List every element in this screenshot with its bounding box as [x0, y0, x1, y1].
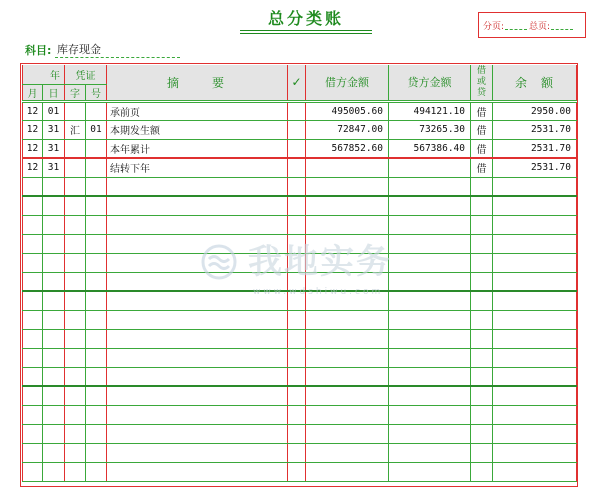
- voucher-no-cell: [86, 367, 107, 386]
- ledger-header: [23, 65, 577, 101]
- credit-amount-cell: [389, 272, 471, 291]
- debit-or-credit-cell: [471, 215, 493, 234]
- credit-amount-cell: [389, 443, 471, 462]
- debit-amount-cell: 72847.00: [306, 120, 389, 139]
- credit-amount-cell: [389, 215, 471, 234]
- summary-cell: [107, 367, 288, 386]
- balance-cell: [493, 253, 577, 272]
- credit-amount-header: 贷方金额: [389, 65, 471, 101]
- debit-or-credit-cell: [471, 348, 493, 367]
- day-cell: [43, 253, 65, 272]
- ledger-entry-row: [23, 101, 577, 120]
- month-cell: [23, 291, 43, 310]
- voucher-no-cell: [86, 291, 107, 310]
- check-cell: [288, 310, 306, 329]
- check-cell: [288, 272, 306, 291]
- month-cell: 12: [23, 101, 43, 120]
- voucher-no-cell: [86, 234, 107, 253]
- voucher-no-cell: [86, 139, 107, 158]
- voucher-type-header: 字: [65, 84, 86, 101]
- check-cell: [288, 291, 306, 310]
- month-cell: [23, 348, 43, 367]
- voucher-type-cell: [65, 215, 86, 234]
- month-cell: [23, 215, 43, 234]
- ledger-blank-row: [23, 348, 577, 367]
- day-cell: 31: [43, 120, 65, 139]
- voucher-no-cell: [86, 310, 107, 329]
- day-cell: [43, 196, 65, 215]
- credit-amount-cell: [389, 462, 471, 481]
- balance-cell: [493, 348, 577, 367]
- debit-or-credit-label: 借或贷: [476, 65, 486, 98]
- credit-amount-cell: 73265.30: [389, 120, 471, 139]
- month-cell: [23, 234, 43, 253]
- voucher-type-cell: [65, 310, 86, 329]
- debit-amount-cell: [306, 348, 389, 367]
- day-cell: [43, 462, 65, 481]
- month-header: 月: [23, 84, 43, 101]
- ledger-blank-row: [23, 310, 577, 329]
- month-cell: 12: [23, 158, 43, 177]
- summary-cell: [107, 405, 288, 424]
- check-cell: [288, 177, 306, 196]
- credit-amount-cell: [389, 291, 471, 310]
- voucher-type-cell: [65, 139, 86, 158]
- credit-amount-cell: [389, 177, 471, 196]
- voucher-type-cell: [65, 177, 86, 196]
- credit-amount-cell: [389, 329, 471, 348]
- debit-amount-cell: [306, 424, 389, 443]
- day-cell: [43, 177, 65, 196]
- voucher-no-cell: [86, 101, 107, 120]
- balance-cell: 2531.70: [493, 139, 577, 158]
- debit-amount-cell: [306, 462, 389, 481]
- voucher-type-cell: [65, 405, 86, 424]
- title-double-underline: [240, 30, 372, 34]
- credit-amount-cell: 567386.40: [389, 139, 471, 158]
- debit-or-credit-cell: [471, 405, 493, 424]
- month-cell: 12: [23, 120, 43, 139]
- month-cell: [23, 253, 43, 272]
- ledger-blank-row: [23, 386, 577, 405]
- check-cell: [288, 329, 306, 348]
- debit-or-credit-cell: [471, 177, 493, 196]
- debit-or-credit-cell: [471, 329, 493, 348]
- month-cell: [23, 367, 43, 386]
- voucher-type-cell: [65, 386, 86, 405]
- page-number-blank: [505, 20, 527, 30]
- credit-amount-cell: [389, 234, 471, 253]
- check-cell: [288, 196, 306, 215]
- check-cell: [288, 253, 306, 272]
- day-cell: [43, 386, 65, 405]
- summary-cell: [107, 291, 288, 310]
- summary-cell: [107, 329, 288, 348]
- debit-or-credit-cell: [471, 272, 493, 291]
- debit-or-credit-cell: [471, 196, 493, 215]
- debit-amount-cell: [306, 329, 389, 348]
- summary-cell: [107, 177, 288, 196]
- debit-amount-cell: [306, 272, 389, 291]
- check-mark-icon: ✓: [288, 65, 306, 101]
- balance-cell: [493, 177, 577, 196]
- debit-amount-cell: [306, 443, 389, 462]
- voucher-no-cell: [86, 215, 107, 234]
- balance-cell: 2531.70: [493, 158, 577, 177]
- summary-cell: [107, 253, 288, 272]
- debit-or-credit-cell: [471, 291, 493, 310]
- watermark-url: www.wdshiwu.com: [253, 287, 384, 297]
- debit-or-credit-cell: 借: [471, 139, 493, 158]
- debit-amount-cell: [306, 310, 389, 329]
- check-cell: [288, 405, 306, 424]
- day-cell: 01: [43, 101, 65, 120]
- debit-or-credit-cell: 借: [471, 101, 493, 120]
- total-pages-label: 总页:: [529, 21, 551, 32]
- voucher-no-cell: [86, 386, 107, 405]
- voucher-no-cell: [86, 443, 107, 462]
- month-cell: 12: [23, 139, 43, 158]
- day-cell: [43, 234, 65, 253]
- voucher-type-cell: 汇: [65, 120, 86, 139]
- check-cell: [288, 424, 306, 443]
- voucher-type-cell: [65, 272, 86, 291]
- voucher-type-cell: [65, 196, 86, 215]
- day-cell: [43, 215, 65, 234]
- total-pages-blank: [551, 20, 573, 30]
- day-cell: [43, 405, 65, 424]
- debit-amount-cell: [306, 386, 389, 405]
- voucher-type-cell: [65, 234, 86, 253]
- summary-cell: [107, 424, 288, 443]
- voucher-no-cell: [86, 272, 107, 291]
- summary-cell: 本期发生额: [107, 120, 288, 139]
- summary-cell: [107, 196, 288, 215]
- day-header: 日: [43, 84, 65, 101]
- ledger-title: 总分类账: [267, 9, 344, 28]
- voucher-no-cell: [86, 405, 107, 424]
- balance-cell: [493, 196, 577, 215]
- ledger-entry-row: [23, 158, 577, 177]
- debit-amount-cell: [306, 405, 389, 424]
- check-cell: [288, 443, 306, 462]
- debit-amount-cell: [306, 177, 389, 196]
- ledger-blank-row: [23, 405, 577, 424]
- credit-amount-cell: [389, 386, 471, 405]
- page-label: 分页:: [483, 21, 505, 32]
- check-cell: [288, 120, 306, 139]
- voucher-type-cell: [65, 101, 86, 120]
- debit-or-credit-cell: [471, 462, 493, 481]
- header-row-top: [23, 65, 577, 84]
- month-cell: [23, 386, 43, 405]
- check-cell: [288, 462, 306, 481]
- voucher-type-cell: [65, 443, 86, 462]
- check-cell: [288, 367, 306, 386]
- balance-cell: 2950.00: [493, 101, 577, 120]
- debit-amount-cell: 495005.60: [306, 101, 389, 120]
- ledger-blank-row: [23, 291, 577, 310]
- summary-cell: [107, 443, 288, 462]
- credit-amount-cell: 494121.10: [389, 101, 471, 120]
- ledger-blank-row: [23, 443, 577, 462]
- voucher-no-cell: [86, 177, 107, 196]
- summary-cell: [107, 234, 288, 253]
- summary-cell: 承前页: [107, 101, 288, 120]
- ledger-blank-row: [23, 367, 577, 386]
- voucher-type-cell: [65, 348, 86, 367]
- balance-cell: [493, 234, 577, 253]
- balance-cell: [493, 386, 577, 405]
- ledger-blank-row: [23, 234, 577, 253]
- summary-cell: 本年累计: [107, 139, 288, 158]
- month-cell: [23, 177, 43, 196]
- debit-or-credit-header: [471, 65, 493, 101]
- voucher-type-cell: [65, 158, 86, 177]
- credit-amount-cell: [389, 367, 471, 386]
- balance-cell: [493, 272, 577, 291]
- summary-cell: [107, 272, 288, 291]
- voucher-no-cell: [86, 253, 107, 272]
- credit-amount-cell: [389, 348, 471, 367]
- ledger-blank-row: [23, 215, 577, 234]
- debit-amount-cell: [306, 215, 389, 234]
- voucher-type-cell: [65, 367, 86, 386]
- summary-cell: [107, 386, 288, 405]
- day-cell: [43, 272, 65, 291]
- balance-cell: [493, 462, 577, 481]
- ledger-entry-row: [23, 139, 577, 158]
- voucher-type-cell: [65, 253, 86, 272]
- ledger-blank-row: [23, 253, 577, 272]
- day-cell: [43, 291, 65, 310]
- voucher-no-cell: [86, 424, 107, 443]
- month-cell: [23, 272, 43, 291]
- debit-amount-header: 借方金额: [306, 65, 389, 101]
- year-header: 年: [23, 65, 65, 84]
- check-cell: [288, 101, 306, 120]
- credit-amount-cell: [389, 310, 471, 329]
- balance-header: 余 额: [493, 65, 577, 101]
- voucher-no-cell: [86, 196, 107, 215]
- balance-cell: [493, 310, 577, 329]
- debit-amount-cell: [306, 253, 389, 272]
- subject-label: 科目:: [25, 44, 52, 57]
- voucher-header: 凭证: [65, 65, 107, 84]
- check-cell: [288, 348, 306, 367]
- ledger-blank-row: [23, 272, 577, 291]
- debit-amount-cell: [306, 367, 389, 386]
- day-cell: [43, 367, 65, 386]
- balance-cell: [493, 367, 577, 386]
- debit-amount-cell: [306, 158, 389, 177]
- voucher-no-cell: [86, 348, 107, 367]
- day-cell: [43, 329, 65, 348]
- debit-or-credit-cell: [471, 424, 493, 443]
- summary-cell: [107, 215, 288, 234]
- balance-cell: [493, 424, 577, 443]
- month-cell: [23, 196, 43, 215]
- check-cell: [288, 234, 306, 253]
- check-cell: [288, 139, 306, 158]
- check-cell: [288, 215, 306, 234]
- balance-cell: [493, 215, 577, 234]
- voucher-no-cell: [86, 158, 107, 177]
- check-cell: [288, 386, 306, 405]
- subject-value: 库存现金: [55, 43, 180, 58]
- debit-or-credit-cell: 借: [471, 120, 493, 139]
- ledger-entry-row: [23, 120, 577, 139]
- day-cell: 31: [43, 158, 65, 177]
- day-cell: [43, 348, 65, 367]
- credit-amount-cell: [389, 158, 471, 177]
- month-cell: [23, 405, 43, 424]
- check-cell: [288, 158, 306, 177]
- ledger-blank-row: [23, 177, 577, 196]
- voucher-no-cell: 01: [86, 120, 107, 139]
- summary-cell: [107, 462, 288, 481]
- voucher-no-cell: [86, 329, 107, 348]
- balance-cell: [493, 291, 577, 310]
- balance-cell: 2531.70: [493, 120, 577, 139]
- month-cell: [23, 424, 43, 443]
- credit-amount-cell: [389, 253, 471, 272]
- day-cell: [43, 310, 65, 329]
- summary-cell: [107, 310, 288, 329]
- balance-cell: [493, 443, 577, 462]
- summary-cell: [107, 348, 288, 367]
- summary-header: 摘 要: [107, 65, 288, 101]
- day-cell: 31: [43, 139, 65, 158]
- credit-amount-cell: [389, 405, 471, 424]
- watermark-brand: 我地实务: [248, 242, 392, 282]
- ledger-body: [23, 101, 577, 481]
- summary-cell: 结转下年: [107, 158, 288, 177]
- debit-amount-cell: [306, 196, 389, 215]
- debit-or-credit-cell: [471, 367, 493, 386]
- voucher-no-cell: [86, 462, 107, 481]
- ledger-blank-row: [23, 196, 577, 215]
- ledger-blank-row: [23, 462, 577, 481]
- voucher-type-cell: [65, 424, 86, 443]
- debit-or-credit-cell: [471, 386, 493, 405]
- voucher-type-cell: [65, 291, 86, 310]
- debit-or-credit-cell: 借: [471, 158, 493, 177]
- debit-amount-cell: [306, 234, 389, 253]
- ledger-table: [22, 65, 577, 482]
- day-cell: [43, 424, 65, 443]
- voucher-type-cell: [65, 462, 86, 481]
- voucher-no-header: 号: [86, 84, 107, 101]
- month-cell: [23, 329, 43, 348]
- debit-or-credit-cell: [471, 234, 493, 253]
- debit-or-credit-cell: [471, 253, 493, 272]
- month-cell: [23, 462, 43, 481]
- credit-amount-cell: [389, 196, 471, 215]
- month-cell: [23, 443, 43, 462]
- ledger-blank-row: [23, 329, 577, 348]
- debit-or-credit-cell: [471, 443, 493, 462]
- month-cell: [23, 310, 43, 329]
- ledger-frame: [20, 63, 578, 487]
- debit-amount-cell: [306, 291, 389, 310]
- ledger-blank-row: [23, 424, 577, 443]
- balance-cell: [493, 405, 577, 424]
- debit-or-credit-cell: [471, 310, 493, 329]
- voucher-type-cell: [65, 329, 86, 348]
- page-number-box: [478, 12, 586, 38]
- debit-amount-cell: 567852.60: [306, 139, 389, 158]
- day-cell: [43, 443, 65, 462]
- balance-cell: [493, 329, 577, 348]
- credit-amount-cell: [389, 424, 471, 443]
